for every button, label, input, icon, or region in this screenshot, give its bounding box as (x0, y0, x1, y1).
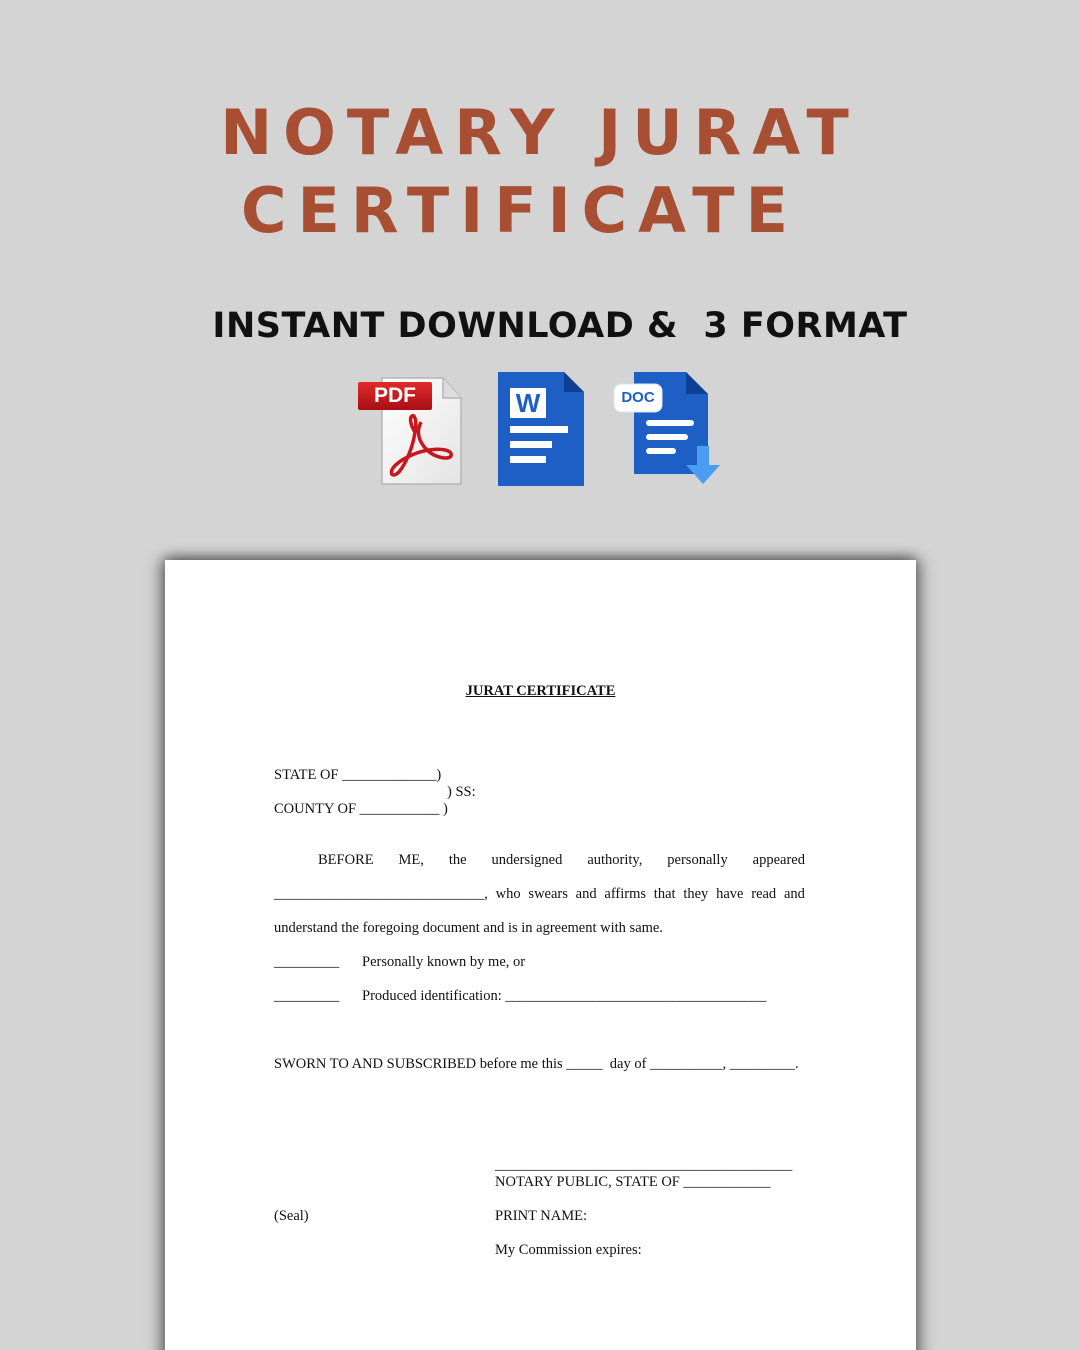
notary-line: NOTARY PUBLIC, STATE OF ____________ (495, 1174, 771, 1190)
commission-label: My Commission expires: (495, 1242, 642, 1258)
known-blank: _________ (274, 954, 340, 970)
sworn-line: SWORN TO AND SUBSCRIBED before me this _____ day of __________, _________. (274, 1056, 799, 1072)
word: who (495, 886, 521, 902)
county-line: COUNTY OF ___________ ) (274, 801, 448, 817)
produced-blank: _________ (274, 988, 340, 1004)
produced-text: Produced identification: ____________________________________ (362, 988, 767, 1004)
word: undersigned (491, 852, 563, 868)
doc-label: DOC (621, 389, 655, 406)
pdf-icon (357, 374, 465, 488)
document-title: JURAT CERTIFICATE (465, 683, 616, 699)
paragraph-row-1 (274, 852, 805, 869)
seal-label: (Seal) (274, 1208, 309, 1224)
doc-download-icon (612, 370, 724, 488)
word: affirms (604, 886, 647, 902)
word: the (448, 852, 467, 868)
word: have (716, 886, 744, 902)
paragraph-row-2 (274, 886, 805, 903)
word: authority, (587, 852, 643, 868)
state-line: STATE OF _____________) (274, 767, 442, 783)
pdf-label: PDF (374, 384, 416, 407)
word: they (683, 886, 709, 902)
subtitle: INSTANT DOWNLOAD & 3 FORMAT (212, 306, 908, 346)
word-icon (496, 370, 586, 488)
word: read (751, 886, 777, 902)
word: ME, (398, 852, 424, 868)
document-page (165, 560, 916, 1350)
print-name-label: PRINT NAME: (495, 1208, 587, 1224)
word: and (783, 886, 805, 902)
word: and (575, 886, 597, 902)
word-label: W (515, 388, 541, 418)
page-title-line-2: CERTIFICATE (241, 174, 799, 247)
ss-line: ) SS: (447, 784, 476, 800)
word: personally (667, 852, 728, 868)
known-text: Personally known by me, or (362, 954, 526, 970)
paragraph-row-3: understand the foregoing document and is in agreement with same. (274, 920, 663, 936)
signature-line: _________________________________________ (495, 1157, 793, 1173)
word: BEFORE (318, 852, 374, 868)
page-title-line-1: NOTARY JURAT (220, 96, 860, 169)
word: swears (528, 886, 568, 902)
word: appeared (752, 852, 805, 868)
name-blank: _____________________________, (274, 886, 488, 902)
word: that (653, 886, 676, 902)
